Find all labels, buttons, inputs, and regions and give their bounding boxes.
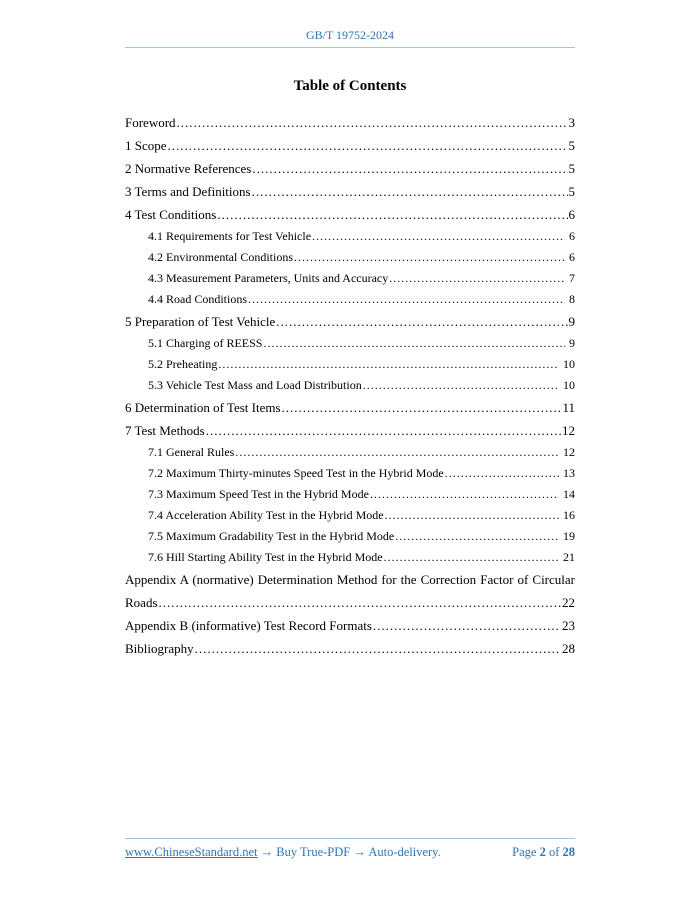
dot-leader xyxy=(395,526,559,547)
toc-entry xyxy=(125,396,575,419)
toc-page-number: 6 xyxy=(569,250,575,264)
current-page-number: 2 xyxy=(539,845,546,859)
toc-entry-label: 7.6 Hill Starting Ability Test in the Hybrid Mode xyxy=(148,550,383,564)
dot-leader xyxy=(363,375,559,396)
toc-entry-appendix-a xyxy=(125,568,575,614)
toc-entry xyxy=(148,484,575,505)
footer-divider xyxy=(125,838,575,839)
toc-entry-label: Appendix B (informative) Test Record Formats xyxy=(125,618,372,633)
toc-entry xyxy=(125,180,575,203)
dot-leader xyxy=(385,505,559,526)
header-standard-number: GB/T 19752-2024 xyxy=(305,28,395,42)
dot-leader xyxy=(195,637,561,660)
toc-entry-label: 4 Test Conditions xyxy=(125,207,217,222)
toc-entry xyxy=(125,310,575,333)
toc-page-number: 14 xyxy=(563,487,575,501)
dot-leader xyxy=(248,289,565,310)
toc-entry xyxy=(148,442,575,463)
dot-leader xyxy=(177,111,568,134)
toc-page-number: 12 xyxy=(563,445,575,459)
toc-entry-label: 1 Scope xyxy=(125,138,167,153)
toc-page-number: 6 xyxy=(569,229,575,243)
dot-leader xyxy=(235,442,559,463)
toc-entry-label: Foreword xyxy=(125,115,176,130)
toc-entry xyxy=(125,637,575,660)
toc-entry xyxy=(125,203,575,226)
toc-entry-label: 4.4 Road Conditions xyxy=(148,292,248,306)
dot-leader xyxy=(217,203,567,226)
toc-page-number: 28 xyxy=(562,641,575,656)
toc-page-number: 19 xyxy=(563,529,575,543)
toc-entry-label: Roads xyxy=(125,595,158,610)
toc-entry-label: 7 Test Methods xyxy=(125,423,205,438)
toc-entry xyxy=(148,226,575,247)
dot-leader xyxy=(373,614,561,637)
dot-leader xyxy=(294,247,565,268)
toc-entry-label: 7.2 Maximum Thirty-minutes Speed Test in the Hybrid Mode xyxy=(148,466,444,480)
toc-page-number: 3 xyxy=(568,115,575,130)
footer xyxy=(125,845,575,860)
page-label: Page xyxy=(512,845,537,859)
toc-entry-label: 3 Terms and Definitions xyxy=(125,184,251,199)
footer-buy-text: Buy True-PDF xyxy=(276,845,351,859)
toc-entry xyxy=(148,547,575,568)
toc-entry xyxy=(148,289,575,310)
toc-page-number: 7 xyxy=(569,271,575,285)
toc-entry xyxy=(148,247,575,268)
toc-entry xyxy=(125,157,575,180)
toc-entry-label: 4.1 Requirements for Test Vehicle xyxy=(148,229,312,243)
toc-page-number: 8 xyxy=(569,292,575,306)
total-page-number: 28 xyxy=(562,845,575,859)
dot-leader xyxy=(263,333,565,354)
dot-leader xyxy=(252,157,567,180)
toc-entry-label: 5 Preparation of Test Vehicle xyxy=(125,314,276,329)
dot-leader xyxy=(218,354,559,375)
dot-leader xyxy=(370,484,559,505)
toc-entry-label: 5.1 Charging of REESS xyxy=(148,336,263,350)
dot-leader xyxy=(159,591,562,614)
toc-entry xyxy=(148,375,575,396)
toc-page-number: 22 xyxy=(562,595,575,610)
dot-leader xyxy=(276,310,567,333)
toc-entry-label: 7.5 Maximum Gradability Test in the Hybrid Mode xyxy=(148,529,395,543)
toc-page-number: 9 xyxy=(569,336,575,350)
dot-leader xyxy=(168,134,568,157)
footer-delivery-text: Auto-delivery. xyxy=(368,845,441,859)
dot-leader xyxy=(206,419,561,442)
toc-entry-label: 4.3 Measurement Parameters, Units and Accuracy xyxy=(148,271,389,285)
toc-entry-label: 2 Normative References xyxy=(125,161,252,176)
toc-page-number: 9 xyxy=(568,314,575,329)
header-divider xyxy=(125,47,575,48)
table-of-contents xyxy=(125,111,575,660)
toc-entry xyxy=(125,134,575,157)
toc-entry xyxy=(148,505,575,526)
toc-page-number: 21 xyxy=(563,550,575,564)
toc-page-number: 6 xyxy=(568,207,575,222)
toc-entry xyxy=(125,419,575,442)
toc-entry-label: 4.2 Environmental Conditions xyxy=(148,250,293,264)
toc-entry xyxy=(148,354,575,375)
toc-entry xyxy=(125,614,575,637)
toc-page-number: 10 xyxy=(563,357,575,371)
page-indicator xyxy=(512,845,575,860)
arrow-icon: → xyxy=(260,845,274,859)
toc-entry-label: 7.3 Maximum Speed Test in the Hybrid Mode xyxy=(148,487,369,501)
toc-entry-label: 7.4 Acceleration Ability Test in the Hybrid Mode xyxy=(148,508,384,522)
toc-entry-label: Appendix A (normative) Determination Method for the Correction Factor of Circular xyxy=(125,572,575,587)
toc-entry xyxy=(148,333,575,354)
toc-page-number: 23 xyxy=(562,618,575,633)
toc-entry xyxy=(148,268,575,289)
dot-leader xyxy=(252,180,568,203)
toc-page-number: 11 xyxy=(562,400,575,415)
toc-entry-label: 5.3 Vehicle Test Mass and Load Distribution xyxy=(148,378,362,392)
toc-page-number: 5 xyxy=(568,138,575,153)
toc-page-number: 12 xyxy=(562,423,575,438)
toc-page-number: 16 xyxy=(563,508,575,522)
toc-entry-label: 7.1 General Rules xyxy=(148,445,235,459)
toc-entry xyxy=(148,463,575,484)
arrow-icon: → xyxy=(353,845,366,859)
dot-leader xyxy=(282,396,562,419)
of-label: of xyxy=(548,845,560,859)
toc-entry xyxy=(148,526,575,547)
footer-promo xyxy=(125,845,441,860)
toc-entry-label: Bibliography xyxy=(125,641,194,656)
dot-leader xyxy=(445,463,559,484)
dot-leader xyxy=(312,226,565,247)
page-title: Table of Contents xyxy=(293,78,407,94)
toc-entry-label: 6 Determination of Test Items xyxy=(125,400,281,415)
toc-page-number: 13 xyxy=(563,466,575,480)
toc-page-number: 10 xyxy=(563,378,575,392)
toc-page-number: 5 xyxy=(568,161,575,176)
toc-entry-label: 5.2 Preheating xyxy=(148,357,218,371)
dot-leader xyxy=(389,268,565,289)
toc-entry xyxy=(125,111,575,134)
website-link[interactable]: www.ChineseStandard.net xyxy=(125,845,258,859)
dot-leader xyxy=(384,547,559,568)
toc-page-number: 5 xyxy=(568,184,575,199)
